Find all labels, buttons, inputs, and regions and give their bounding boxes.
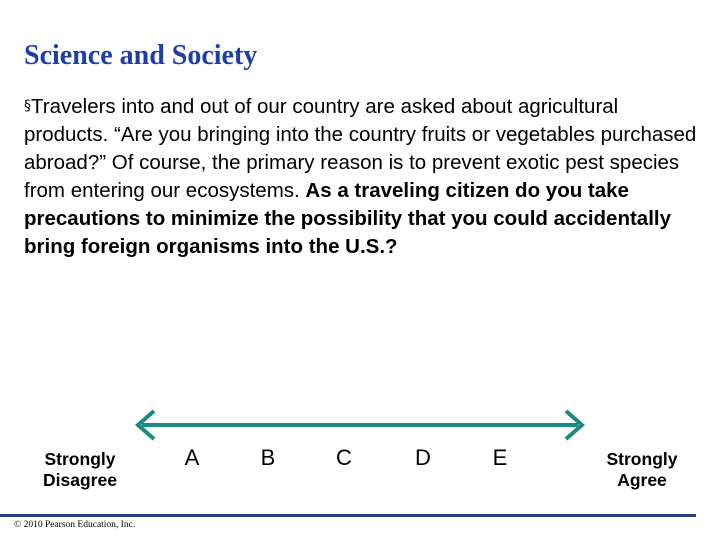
slide-title: Science and Society — [24, 40, 258, 71]
question-prompt-text: As a traveling citizen do you take precautions to minimize the possibility that you could accidentally bring foreign organisms into the U.S.? — [24, 179, 672, 258]
copyright-notice: © 2010 Pearson Education, Inc. — [14, 520, 136, 530]
scale-right-line2: Agree — [617, 470, 667, 490]
scale-left-line1: Strongly — [44, 449, 116, 469]
question-intro-text: Travelers into and out of our country are asked about agricultural products. “Are you bringing into the country fruits or vegetables purchased abroad?” Of course, the primary reason is to prevent exotic pest species from entering our ecosystems. — [24, 95, 697, 202]
footer-rule — [0, 514, 696, 517]
scale-left-line2: Disagree — [43, 470, 117, 490]
scale-label-strongly-disagree — [20, 449, 140, 491]
scale-right-line1: Strongly — [606, 449, 678, 469]
choice-b[interactable]: B — [260, 445, 276, 470]
bullet-icon: § — [24, 98, 31, 114]
choice-e[interactable]: E — [492, 445, 508, 470]
choice-c[interactable]: C — [336, 445, 352, 470]
scale-label-strongly-agree — [582, 449, 702, 491]
choice-d[interactable]: D — [415, 445, 431, 470]
choice-a[interactable]: A — [184, 445, 200, 470]
